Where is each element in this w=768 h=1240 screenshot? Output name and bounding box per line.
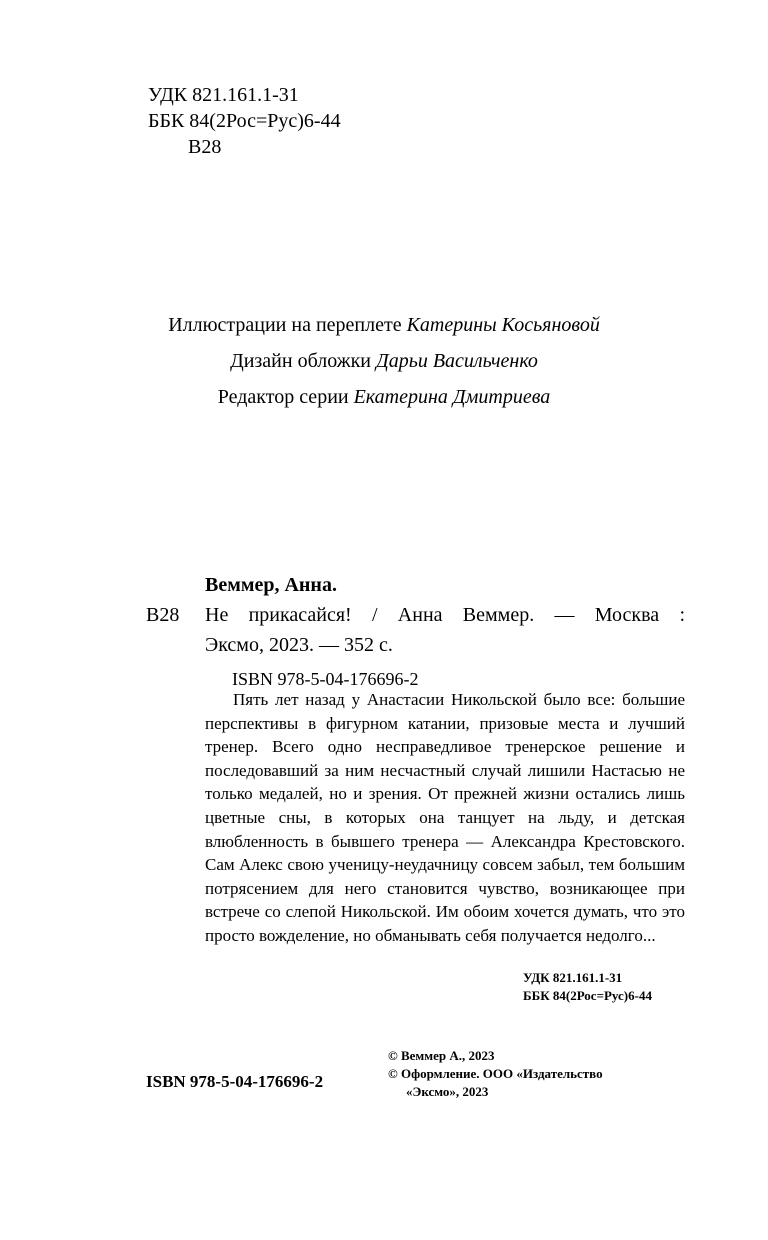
credit-name: Екатерина Дмитриева <box>353 386 551 408</box>
credit-prefix: Редактор серии <box>217 386 354 408</box>
annotation-udk: УДК 821.161.1-31 <box>523 970 623 985</box>
bib-isbn: ISBN 978-5-04-176696-2 <box>232 669 419 689</box>
copyright-design-line1: © Оформление. ООО «Издательство <box>388 1066 603 1081</box>
credit-name: Катерины Косьяновой <box>406 314 600 336</box>
udk-code: УДК 821.161.1-31 <box>148 84 299 106</box>
bib-mark: В28 <box>146 604 180 626</box>
credit-prefix: Иллюстрации на переплете <box>168 314 407 336</box>
bib-author: Веммер, Анна. <box>205 574 337 596</box>
annotation-bbk: ББК 84(2Рос=Рус)6-44 <box>523 988 652 1003</box>
author-mark: В28 <box>188 136 222 158</box>
credit-cover-design <box>0 346 768 376</box>
annotation <box>205 688 685 948</box>
bib-title-line1: Не прикасайся! / Анна Веммер. — Москва : <box>205 604 685 626</box>
bib-title-line2: Эксмо, 2023. — 352 с. <box>205 634 393 656</box>
annotation-text: Пять лет назад у Анастасии Никольской было все: большие перспективы в фигурном катании, призовые места и лучший тренер. Всего одно несправедливое тренерское решение и последовавший за ним несчастный случай лишили Настасью не только медалей, но и зрения. От прежней жизни остались лишь цветные сны, в которых она танцует на льду, и детская влюбленность в бывшего тренера — Александра Крестовского. Сам Алекс свою ученицу-неудачницу совсем забыл, тем большим потрясением для него становится чувство, возникающее при встрече со слепой Никольской. Им обоим хочется думать, что это просто вожделение, но обманывать себя получается недолго... <box>205 690 685 945</box>
credit-prefix: Дизайн обложки <box>230 350 376 372</box>
credit-name: Дарьи Васильченко <box>376 350 538 372</box>
footer-isbn: ISBN 978-5-04-176696-2 <box>146 1072 324 1091</box>
credit-series-editor <box>0 382 768 412</box>
copyright-design-line2: «Эксмо», 2023 <box>406 1084 489 1099</box>
bbk-code: ББК 84(2Рос=Рус)6-44 <box>148 110 341 132</box>
copyright-author: © Веммер А., 2023 <box>388 1048 495 1063</box>
credit-illustrations <box>0 310 768 340</box>
